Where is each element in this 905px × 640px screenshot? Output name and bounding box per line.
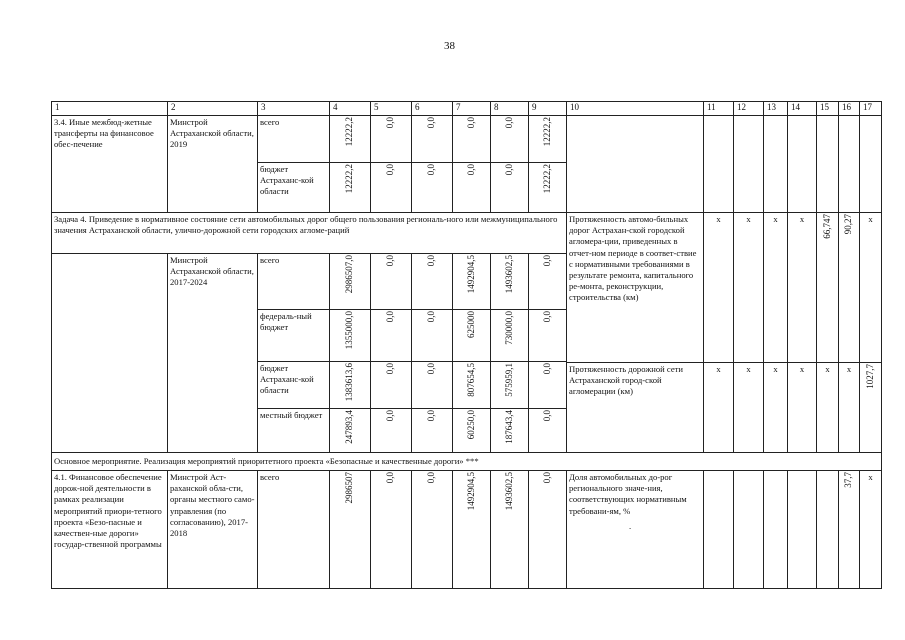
value-cell: 1355000,0 [344,311,355,350]
value-cell: 0,0 [385,363,396,375]
indicator-value: х [860,213,882,363]
indicator-value: 90,27 [843,214,854,235]
header-cell: 2 [168,102,258,116]
value-cell: 0,0 [385,117,396,129]
indicator-text [567,471,704,589]
value-cell: 0,0 [426,255,437,267]
funding-source: бюджет Астраханс-кой области [258,362,330,409]
value-cell: 0,0 [465,117,476,129]
value-cell: 0,0 [541,410,552,422]
value-cell: 0,0 [385,255,396,267]
indicator-value: 66,747 [821,214,832,239]
indicator-label: Доля автомобильных до-рог регионального значе-ния, соответствующих нормативным требовани-ям, % [569,472,687,516]
table-row [52,471,882,589]
value-cell: 0,0 [426,117,437,129]
funding-source: всего [258,116,330,163]
header-cell: 14 [788,102,817,116]
header-cell: 1 [52,102,168,116]
value-cell: 0,0 [385,311,396,323]
value-cell: 0,0 [426,363,437,375]
value-cell: 0,0 [541,255,552,267]
stray-dot: . [629,520,632,531]
value-cell: 575959,1 [503,363,514,397]
header-cell: 8 [491,102,529,116]
value-cell: 12222,2 [344,164,355,194]
indicator-text: Протяженность дорожной сети Астраханской город-ской агломерации (км) [567,363,704,453]
value-cell: 625000 [465,311,476,338]
value-cell: 0,0 [385,164,396,176]
funding-source: всего [258,471,330,589]
value-cell: 12222,2 [541,117,552,147]
indicator-value: х [817,363,839,453]
indicator-value: х [734,363,764,453]
header-cell: 17 [860,102,882,116]
header-cell: 3 [258,102,330,116]
header-cell: 5 [371,102,412,116]
main-event-row [52,453,882,471]
value-cell: 0,0 [503,164,514,176]
value-cell: 807654,5 [465,363,476,397]
indicator-value: х [788,363,817,453]
value-cell: 0,0 [426,472,437,484]
header-cell: 7 [453,102,491,116]
indicator-value: х [704,213,734,363]
header-row [52,102,882,116]
indicator-text: Протяженность автомо-бильных дорог Астрахан-ской городской агломера-ции, приведенных в отчет-ном периоде в соответ-ствие с нормативными требованиями в результате ремонта, капитального ре-монта, реконструкции, строительства (км) [567,213,704,363]
value-cell: 0,0 [503,117,514,129]
value-cell: 60250,0 [465,410,476,440]
header-cell: 11 [704,102,734,116]
task-row [52,213,882,254]
value-cell: 2986507,0 [344,255,355,294]
funding-source: федераль-ный бюджет [258,310,330,362]
page-number: 38 [444,40,455,52]
header-cell: 6 [412,102,453,116]
activity-name: 3.4. Иные межбюд-жетные трансферты на финансовое обес-печение [52,116,168,213]
activity-name: 4.1. Финансовое обеспечение дорож-ной деятельности в рамках реализации мероприятий приори-тетного проекта «Безо-пасные и качествен-ные дороги» государ-ственной программы [52,471,168,589]
header-cell: 16 [839,102,860,116]
funding-source: всего [258,254,330,310]
indicator-value: х [734,213,764,363]
value-cell: 0,0 [426,164,437,176]
value-cell: 1493602,5 [503,472,514,511]
value-cell: 247893,4 [344,410,355,444]
value-cell: 1493602,5 [503,255,514,294]
task-title: Задача 4. Приведение в нормативное состояние сети автомобильных дорог общего пользования региональ-ного или межмуниципального значения Астраханской области, улично-дорожной сети городских агломе-раций [52,213,567,254]
indicator-value: х [788,213,817,363]
funding-source: бюджет Астраханс-кой области [258,163,330,213]
header-cell: 13 [764,102,788,116]
indicator-empty [567,116,704,213]
value-cell: 1492904,5 [465,472,476,511]
executor: Минстрой Аст-раханской обла-сти, органы местного само-управления (по согласованию), 2017-2018 [168,471,258,589]
executor: Минстрой Астраханской области, 2017-2024 [168,254,258,453]
value-cell: 0,0 [541,363,552,375]
value-cell: 0,0 [541,311,552,323]
funding-source: местный бюджет [258,409,330,453]
main-event-title: Основное мероприятие. Реализация мероприятий приоритетного проекта «Безопасные и качественные дороги» *** [52,453,882,471]
header-cell: 10 [567,102,704,116]
value-cell: 187643,4 [503,410,514,444]
header-cell: 9 [529,102,567,116]
value-cell: 0,0 [385,410,396,422]
indicator-value: 37,7 [843,472,854,488]
value-cell: 0,0 [465,164,476,176]
value-cell: 12222,2 [541,164,552,194]
value-cell: 1383613,6 [344,363,355,402]
value-cell: 0,0 [426,410,437,422]
header-cell: 4 [330,102,371,116]
indicator-value: х [764,363,788,453]
activity-name-empty [52,254,168,453]
indicator-value: х [860,471,882,589]
value-cell: 0,0 [426,311,437,323]
indicator-value: х [764,213,788,363]
value-cell: 1492904,5 [465,255,476,294]
header-cell: 15 [817,102,839,116]
executor: Минстрой Астраханской области, 2019 [168,116,258,213]
value-cell: 730000,0 [503,311,514,345]
header-cell: 12 [734,102,764,116]
table-row [52,116,882,163]
program-table [51,101,882,589]
value-cell: 12222,2 [344,117,355,147]
indicator-value: х [704,363,734,453]
value-cell: 0,0 [541,472,552,484]
value-cell: 2986507 [344,472,355,504]
indicator-value: 1027,7 [864,364,875,389]
indicator-value: х [839,363,860,453]
value-cell: 0,0 [385,472,396,484]
